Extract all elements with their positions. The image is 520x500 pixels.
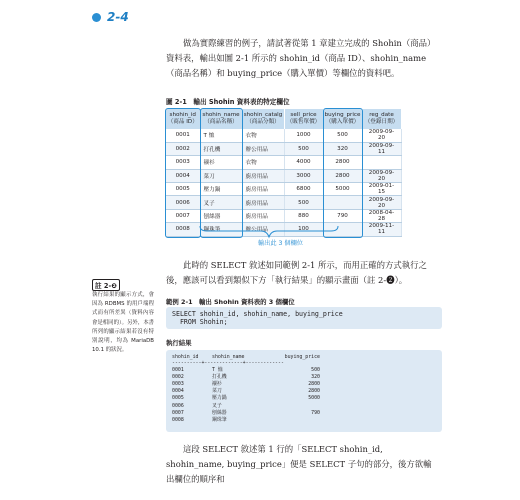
example-caption: 範例 2-1 輸出 Shohin 資料表的 3 個欄位	[166, 298, 295, 306]
table-cell: 廚房用品	[242, 183, 284, 196]
table-cell: 廚房用品	[242, 196, 284, 209]
table-cell: 辦公用品	[242, 142, 284, 155]
table-cell: 1000	[284, 129, 323, 142]
figure-caption: 圖 2-1 輸出 Shohin 資料表的特定欄位	[166, 98, 290, 106]
column-header: sell_price （販售單價）	[284, 109, 323, 129]
shohin-table	[166, 109, 401, 237]
table-cell: T 恤	[200, 129, 242, 142]
table-cell: 0008	[166, 223, 200, 236]
table-cell: 500	[284, 196, 323, 209]
table-cell: 叉子	[200, 196, 242, 209]
column-header: reg_date （登錄日期）	[362, 109, 401, 129]
result-row: 0006 叉子	[172, 402, 222, 409]
result-row: 0005 壓力鍋 5000	[172, 395, 320, 402]
table-cell: 2009-09-20	[362, 196, 401, 209]
table-cell: 4000	[284, 156, 323, 169]
bracket-label: 輸出此 3 個欄位	[258, 240, 303, 247]
column-header: buying_price （購入單價）	[323, 109, 362, 129]
table-cell: 打孔機	[200, 142, 242, 155]
code-line: FROM Shohin;	[172, 318, 228, 327]
table-row	[166, 209, 401, 222]
table-cell: 衣物	[242, 129, 284, 142]
result-block	[166, 350, 442, 432]
table-cell: 500	[284, 142, 323, 155]
table-cell: 2009-11-11	[362, 223, 401, 236]
result-row: 0004 菜刀 2800	[172, 388, 320, 395]
table-cell: 0007	[166, 209, 200, 222]
table-row	[166, 129, 401, 142]
table-cell: 0005	[166, 183, 200, 196]
table-cell: 辦公用品	[242, 223, 284, 236]
table-cell: 刨絲器	[200, 209, 242, 222]
result-header: shohin_name	[212, 354, 245, 360]
result-separator: ----------+-------------+-------------	[172, 360, 284, 367]
table-cell: 500	[323, 129, 362, 142]
table-cell	[362, 156, 401, 169]
table-cell: 2008-04-28	[362, 209, 401, 222]
column-header: shohin_catalg （商品分類）	[242, 109, 284, 129]
result-header: shohin_id	[172, 354, 199, 360]
note-title	[92, 279, 120, 291]
table-cell: 880	[284, 209, 323, 222]
column-header: shohin_id （商品 ID）	[166, 109, 200, 129]
table-header-row	[166, 109, 401, 129]
table-cell: 2800	[323, 169, 362, 182]
bracket-icon	[199, 225, 339, 239]
table-row	[166, 142, 401, 155]
table-cell: 襯衫	[200, 156, 242, 169]
table-cell: 790	[323, 209, 362, 222]
table-cell: 0004	[166, 169, 200, 182]
table-cell: 100	[284, 223, 323, 236]
table-cell: 320	[323, 142, 362, 155]
table-cell: 菜刀	[200, 169, 242, 182]
result-row: 0007 刨絲器 790	[172, 409, 320, 416]
table-cell: 2009-09-20	[362, 129, 401, 142]
body-paragraph: 此時的 SELECT 敘述如同範例 2-1 所示，而用正確的方式執行之後，應該可以看到類似下方「執行結果」的顯示畫面（註 2-❷）。	[166, 260, 427, 285]
result-row: 0008 鋼珠筆	[172, 417, 227, 424]
table-row	[166, 169, 401, 182]
result-row: 0002 打孔機 320	[172, 373, 320, 380]
table-cell: 2009-09-11	[362, 142, 401, 155]
table-row	[166, 196, 401, 209]
table-row	[166, 156, 401, 169]
intro-paragraph: 做為實際練習的例子，請試著從第 1 章建立完成的 Shohin（商品）資料表，輸出如圖 2-1 所示的 shohin_id（商品 ID）、shohin_name（商品名稱）和 buying_price（購入單價）等欄位的資料吧。	[166, 38, 436, 78]
table-row	[166, 183, 401, 196]
table-cell: 2009-09-20	[362, 169, 401, 182]
note-badge: 註 2-❷	[92, 279, 120, 291]
table-cell: 0001	[166, 129, 200, 142]
result-row: 0003 襯衫 2800	[172, 381, 320, 388]
result-header: buying_price	[284, 354, 320, 360]
result-caption: 執行結果	[166, 339, 192, 347]
code-block	[166, 307, 442, 329]
table-cell: 廚房用品	[242, 169, 284, 182]
table-cell: 2800	[323, 156, 362, 169]
table-cell: 5000	[323, 183, 362, 196]
table-cell: 衣物	[242, 156, 284, 169]
table-cell: 廚房用品	[242, 209, 284, 222]
table-cell: 壓力鍋	[200, 183, 242, 196]
table-cell: 2009-01-15	[362, 183, 401, 196]
table-cell	[323, 196, 362, 209]
table-cell: 3000	[284, 169, 323, 182]
bullet-dot-icon	[92, 13, 101, 22]
column-header: shohin_name （商品名稱）	[200, 109, 242, 129]
table-cell: 6800	[284, 183, 323, 196]
note-body: 執行結果的顯示方式，會因為 RDBMS 的用戶端程式而有所差異（資料內容會是相同的）。另外，本書所列的顯示結果若沒有特別說明，均為 MariaDB 10.1 的狀況。	[92, 292, 154, 354]
table-cell: 鋼珠筆	[200, 223, 242, 236]
code-line: SELECT shohin_id, shohin_name, buying_price	[172, 310, 343, 318]
page-header	[92, 10, 129, 24]
result-row: 0001 T 恤 500	[172, 366, 320, 373]
table-cell: 0003	[166, 156, 200, 169]
table-cell: 0006	[166, 196, 200, 209]
section-number: 2-4	[107, 10, 129, 24]
closing-paragraph: 這段 SELECT 敘述第 1 行的「SELECT shohin_id, shohin_name, buying_price」便是 SELECT 子句的部分，後方欲輸出欄位的順序和	[166, 444, 432, 484]
table-cell: 0002	[166, 142, 200, 155]
